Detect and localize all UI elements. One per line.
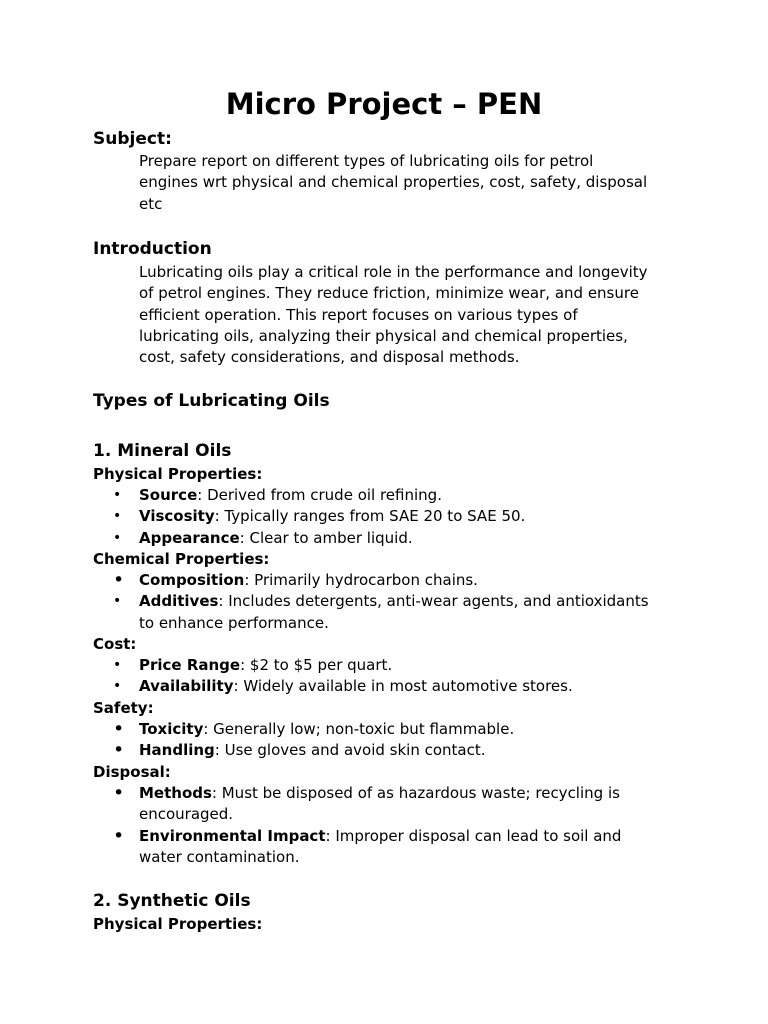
list-item <box>93 528 683 549</box>
item-text: : $2 to $5 per quart. <box>240 656 393 674</box>
subject-line: etc <box>139 194 163 213</box>
item-text: : Typically ranges from SAE 20 to SAE 50. <box>214 507 526 526</box>
mineral-disposal-label: Disposal: <box>93 763 171 781</box>
item-term: Viscosity <box>139 507 215 526</box>
list-item <box>93 719 683 740</box>
types-heading: Types of Lubricating Oils <box>93 391 330 411</box>
list-item <box>93 826 683 869</box>
bullet-icon: • <box>113 487 122 503</box>
subject-line: engines wrt physical and chemical properties, cost, safety, disposal <box>139 173 648 192</box>
mineral-cost-list <box>93 655 683 698</box>
item-term: Environmental Impact <box>139 826 326 845</box>
synthetic-physical-label: Physical Properties: <box>93 915 263 933</box>
mineral-safety-label: Safety: <box>93 699 154 717</box>
introduction-line: cost, safety considerations, and disposal methods. <box>139 348 520 367</box>
bullet-icon: • <box>113 529 122 546</box>
list-item <box>93 655 683 676</box>
list-item <box>93 485 683 506</box>
item-text: : Use gloves and avoid skin contact. <box>214 741 486 760</box>
document-title: Micro Project – PEN <box>225 87 543 121</box>
mineral-cost-label: Cost: <box>93 635 137 653</box>
introduction-line: lubricating oils, analyzing their physical and chemical properties, <box>139 326 628 345</box>
item-text: : Improper disposal can lead to soil and <box>325 826 622 845</box>
mineral-chemical-list <box>93 570 683 634</box>
list-item <box>93 506 683 527</box>
bullet-icon: • <box>113 593 122 610</box>
item-continuation: to enhance performance. <box>139 613 329 632</box>
item-text: : Clear to amber liquid. <box>239 528 413 547</box>
item-term: Price Range <box>139 656 241 674</box>
item-text: : Must be disposed of as hazardous waste; recycling is <box>211 784 620 802</box>
item-continuation: encouraged. <box>139 805 234 824</box>
item-term: Appearance <box>139 528 240 547</box>
subject-heading: Subject: <box>93 129 172 149</box>
bullet-icon: • <box>113 718 125 740</box>
item-term: Toxicity <box>139 720 204 738</box>
bullet-icon: • <box>113 824 125 847</box>
list-item <box>93 740 683 761</box>
item-term: Methods <box>139 784 212 802</box>
item-term: Handling <box>139 741 215 760</box>
introduction-heading: Introduction <box>93 239 212 259</box>
subject-text <box>139 151 679 215</box>
mineral-disposal-list <box>93 783 683 868</box>
item-text: : Generally low; non-toxic but flammable. <box>203 720 515 738</box>
introduction-line: of petrol engines. They reduce friction, minimize wear, and ensure <box>139 284 639 303</box>
mineral-physical-list <box>93 485 683 549</box>
item-term: Availability <box>139 677 234 696</box>
bullet-icon: • <box>113 657 122 673</box>
mineral-safety-list <box>93 719 683 762</box>
item-text: : Derived from crude oil refining. <box>197 486 442 504</box>
list-item <box>93 570 683 591</box>
mineral-oils-heading: 1. Mineral Oils <box>93 441 232 461</box>
list-item <box>93 783 683 826</box>
bullet-icon: • <box>113 508 122 525</box>
item-term: Source <box>139 486 198 504</box>
mineral-chemical-label: Chemical Properties: <box>93 550 270 568</box>
bullet-icon: • <box>113 678 122 695</box>
bullet-icon: • <box>113 782 125 804</box>
list-item <box>93 591 683 634</box>
item-text: : Primarily hydrocarbon chains. <box>244 571 478 589</box>
item-term: Composition <box>139 571 245 589</box>
bullet-icon: • <box>113 569 125 591</box>
introduction-text <box>139 262 679 368</box>
bullet-icon: • <box>113 739 125 762</box>
item-text: : Includes detergents, anti-wear agents, and antioxidants <box>218 592 649 611</box>
list-item <box>93 676 683 697</box>
item-term: Additives <box>139 592 219 611</box>
introduction-line: Lubricating oils play a critical role in the performance and longevity <box>139 263 648 281</box>
introduction-line: efficient operation. This report focuses on various types of <box>139 305 578 324</box>
item-text: : Widely available in most automotive stores. <box>233 677 573 696</box>
subject-line: Prepare report on different types of lubricating oils for petrol <box>139 152 594 170</box>
synthetic-oils-heading: 2. Synthetic Oils <box>93 891 251 911</box>
item-continuation: water contamination. <box>139 847 300 866</box>
mineral-physical-label: Physical Properties: <box>93 465 263 483</box>
